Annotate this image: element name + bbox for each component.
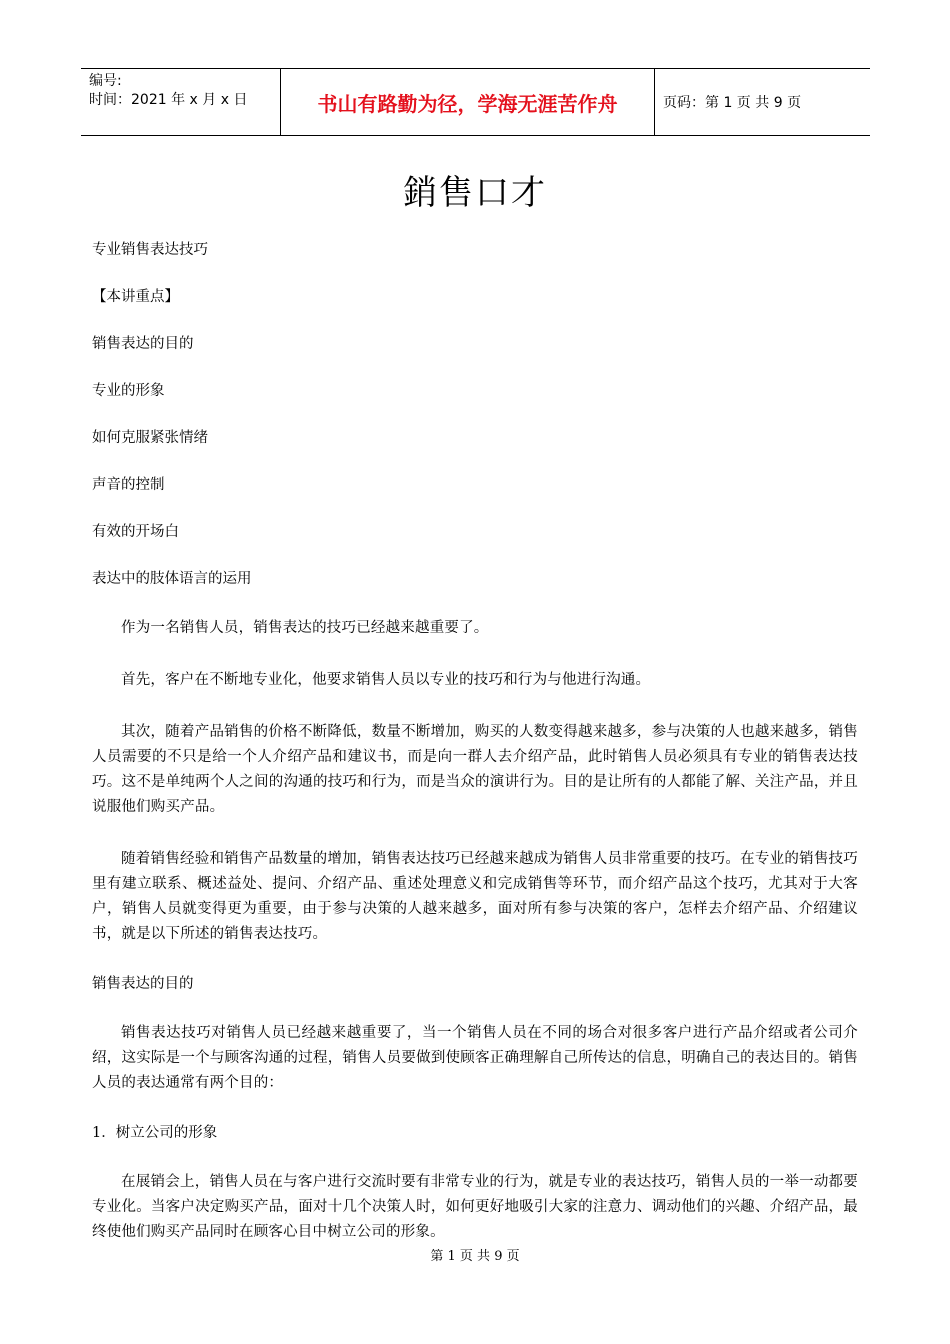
body-paragraph: 销售表达技巧对销售人员已经越来越重要了，当一个销售人员在不同的场合对很多客户进行产品介绍或者公司介绍，这实际是一个与顾客沟通的过程，销售人员要做到使顾客正确理解自己所传达的信息，明确自己的表达目的。销售人员的表达通常有两个目的： <box>92 1025 858 1091</box>
section-heading: 1．树立公司的形象 <box>92 1125 218 1141</box>
key-point-item: 专业的形象 <box>92 383 165 399</box>
header-motto: 书山有路勤为径，学海无涯苦作舟 <box>281 69 655 135</box>
topic-heading: 专业销售表达技巧 <box>92 242 208 258</box>
body-paragraph: 其次，随着产品销售的价格不断降低，数量不断增加，购买的人数变得越来越多，参与决策的人也越来越多，销售人员需要的不只是给一个人介绍产品和建议书，而是向一群人去介绍产品，此时销售人员必须具有专业的销售表达技巧。这不是单纯两个人之间的沟通的技巧和行为，而是当众的演讲行为。目的是让所有的人都能了解、关注产品，并且说服他们购买产品。 <box>92 724 858 815</box>
body-paragraph: 首先，客户在不断地专业化，他要求销售人员以专业的技巧和行为与他进行沟通。 <box>121 672 651 688</box>
header-meta <box>81 69 281 135</box>
key-point-item: 表达中的肢体语言的运用 <box>92 571 252 587</box>
page-footer: 第 1 页 共 9 页 <box>430 1249 520 1264</box>
document-number-label: 编号: <box>89 73 122 89</box>
key-point-item: 有效的开场白 <box>92 524 179 540</box>
key-point-item: 声音的控制 <box>92 477 165 493</box>
key-point-item: 如何克服紧张情绪 <box>92 430 208 446</box>
body-paragraph: 作为一名销售人员，销售表达的技巧已经越来越重要了。 <box>121 620 489 636</box>
header-page-info: 页码：第 1 页 共 9 页 <box>663 95 802 111</box>
body-paragraph: 随着销售经验和销售产品数量的增加，销售表达技巧已经越来越成为销售人员非常重要的技巧。在专业的销售技巧里有建立联系、概述益处、提问、介绍产品、重述处理意义和完成销售等环节，而介绍产品这个技巧，尤其对于大客户，销售人员就变得更为重要，由于参与决策的人越来越多，面对所有参与决策的客户，怎样去介绍产品、介绍建议书，就是以下所述的销售表达技巧。 <box>92 851 858 942</box>
page-header <box>81 68 870 136</box>
document-time: 时间：2021 年 x 月 x 日 <box>89 92 248 108</box>
key-point-item: 销售表达的目的 <box>92 336 194 352</box>
document-title: 銷售口才 <box>403 173 547 213</box>
key-points-heading: 【本讲重点】 <box>92 289 179 305</box>
document-body <box>92 240 858 1272</box>
body-paragraph: 在展销会上，销售人员在与客户进行交流时要有非常专业的行为，就是专业的表达技巧，销售人员的一举一动都要专业化。当客户决定购买产品，面对十几个决策人时，如何更好地吸引大家的注意力、调动他们的兴趣、介绍产品，最终使他们购买产品同时在顾客心目中树立公司的形象。 <box>92 1174 858 1240</box>
section-heading: 销售表达的目的 <box>92 976 194 992</box>
